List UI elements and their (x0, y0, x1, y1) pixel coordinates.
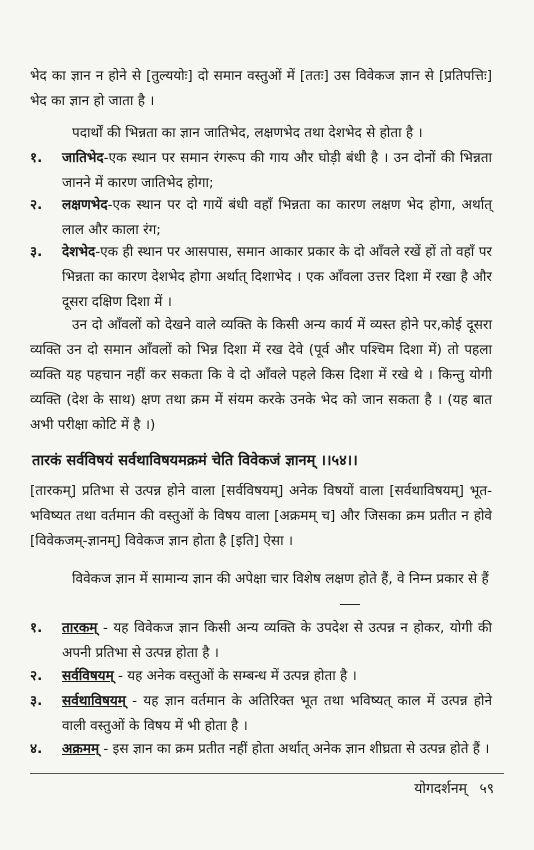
item-number: ३. (30, 244, 43, 260)
item-text: -एक स्थान पर समान रंगरूप की गाय और घोड़ी बंधी है । उन दोनों की भिन्नता जानने में कारण जातिभेद होगा; (62, 150, 492, 191)
item-text: - यह ज्ञान वर्तमान के अतिरिक्त भूत तथा भविष्यत् काल में उत्पन्न होने वाली वस्तुओं के विषय में भी होता है । (62, 693, 492, 734)
item-number: १. (30, 150, 43, 166)
item-term: लक्षणभेद (62, 197, 108, 213)
list-item-akramam (30, 737, 492, 762)
item-number: ३. (30, 693, 43, 709)
page-footer (414, 779, 494, 798)
dash-mark (340, 604, 360, 605)
sutra-verse: तारकं सर्वविषयं सर्वथाविषयमक्रमं चेति विवेकजं ज्ञानम् ।।५४।। (32, 452, 358, 469)
list-item-deshbhed (30, 240, 492, 315)
item-text: - यह अनेक वस्तुओं के सम्बन्ध में उत्पन्न होता है । (113, 668, 357, 684)
item-term: अक्रमम् (62, 741, 100, 757)
item-number: १. (30, 620, 43, 636)
list-item-lakshanbhed (30, 193, 492, 243)
item-text: - इस ज्ञान का क्रम प्रतीत नहीं होता अर्थात् अनेक ज्ञान शीघ्रता से उत्पन्न होते हैं । (99, 741, 490, 757)
paragraph-yogi-example: उन दो आँवलों को देखने वाले व्यक्ति के किसी अन्य कार्य में व्यस्त होने पर,कोई दूसरा व्यक्ति उन दो समान आँवलों को भिन्न दिशा में रख देवे (पूर्व और पश्चिम दिशा में) तो पहला व्यक्ति यह पहचान नहीं कर सकता कि वे दो आँवले पहले किस दिशा में रखे थे । किन्तु योगी व्यक्ति (देश के साथ) क्षण तथा क्रम में संयम करके उनके भेद को जान सकता है । (यह बात अभी परीक्षा कोटि में है ।) (30, 317, 492, 433)
page-number: ५९ (479, 781, 494, 797)
item-text: - यह विवेकज ज्ञान किसी अन्य व्यक्ति के उपदेश से उत्पन्न न होकर, योगी की अपनी प्रतिभा से उत्पन्न होता है । (62, 620, 492, 661)
item-term: तारकम् (62, 620, 98, 636)
paragraph-four-features: विवेकज ज्ञान में सामान्य ज्ञान की अपेक्षा चार विशेष लक्षण होते हैं, वे निम्न प्रकार से हैं (72, 571, 489, 587)
running-title: योगदर्शनम् (414, 781, 467, 797)
paragraph-difference-types: पदार्थों की भिन्नता का ज्ञान जातिभेद, लक्षणभेद तथा देशभेद से होता है । (72, 125, 423, 141)
item-text: -एक ही स्थान पर आसपास, समान आकार प्रकार के दो आँवले रखें हों तो वहाँ पर भिन्नता का कारण देशभेद होगा अर्थात् दिशाभेद । एक आँवला उत्तर दिशा में रखा है और दूसरा दक्षिण दिशा में । (62, 244, 492, 310)
item-term: देशभेद (62, 244, 96, 260)
item-number: ४. (30, 741, 43, 757)
item-term: जातिभेद (62, 150, 104, 166)
list-item-sarvavishayam (30, 664, 492, 689)
list-item-tarakam (30, 616, 492, 666)
paragraph-intro: भेद का ज्ञान न होने से [तुल्ययोः] दो समान वस्तुओं में [ततः] उस विवेकज ज्ञान से [प्रतिपत्तिः] भेद का ज्ञान हो जाता है । (30, 68, 492, 109)
item-number: २. (30, 668, 43, 684)
paragraph-word-meaning: [तारकम्] प्रतिभा से उत्पन्न होने वाला [सर्वविषयम्] अनेक विषयों वाला [सर्वथाविषयम्] भूत-भविष्यत तथा वर्तमान की वस्तुओं के विषय वाला [अक्रमम् च] और जिसका क्रम प्रतीत न होवे [विवेकजम्-ज्ञानम्] विवेकज ज्ञान होता है [इति] ऐसा । (30, 483, 492, 549)
item-number: २. (30, 197, 43, 213)
list-item-sarvathavishayam (30, 689, 492, 739)
footer-rule (30, 773, 504, 774)
item-term: सर्वथाविषयम् (62, 693, 126, 709)
item-text: -एक स्थान पर दो गायें बंधी वहाँ भिन्नता का कारण लक्षण भेद होगा, अर्थात् लाल और काला रंग; (62, 197, 492, 238)
item-term: सर्वविषयम् (62, 668, 114, 684)
list-item-jatibhed (30, 146, 492, 196)
